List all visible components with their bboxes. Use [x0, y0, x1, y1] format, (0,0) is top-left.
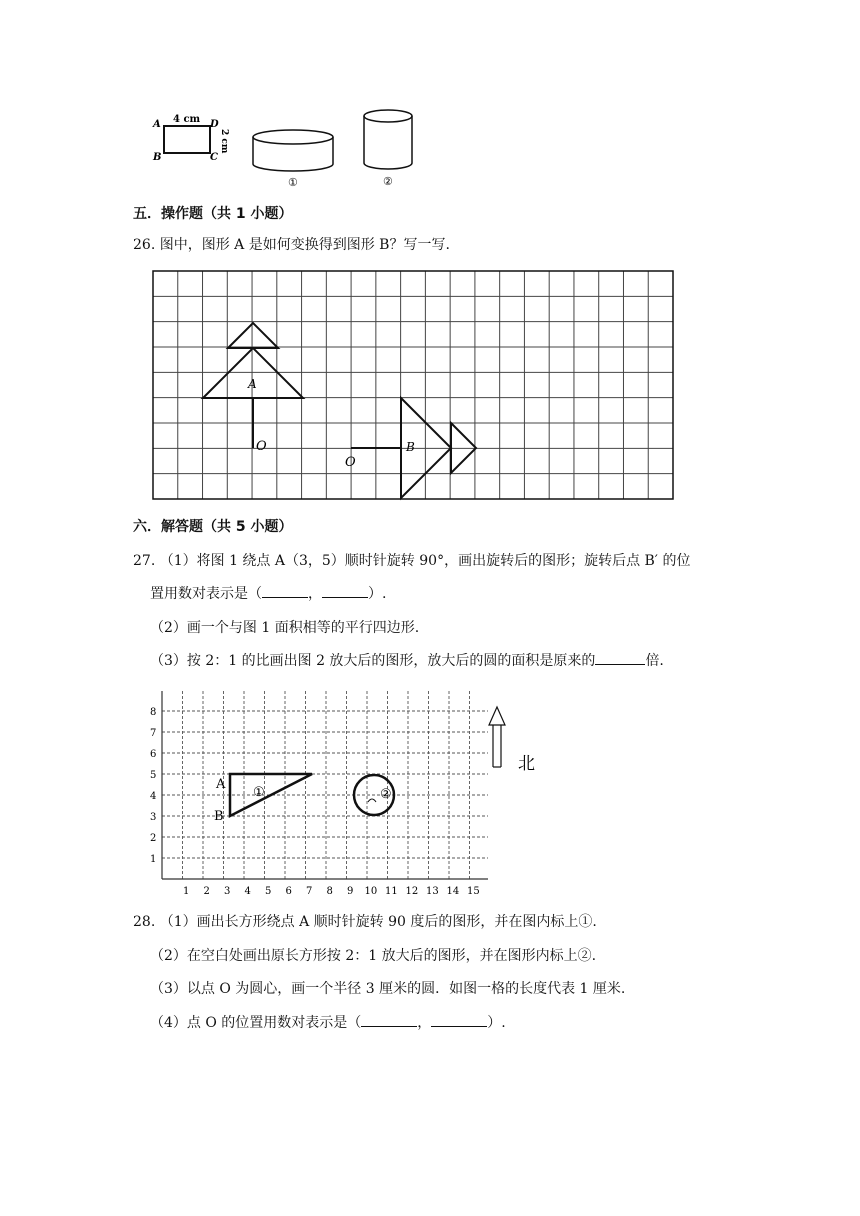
- q26-grid-lines: [153, 271, 673, 499]
- y-tick-label: 1: [150, 854, 157, 865]
- q27-number: 27.: [133, 553, 156, 569]
- y-tick-label: 5: [150, 770, 157, 781]
- cylinder-2: [364, 110, 412, 169]
- rect-label-d: D: [210, 119, 219, 130]
- north-arrow: [489, 707, 505, 767]
- x-tick-label: 3: [224, 886, 231, 897]
- q28-line2: （2）在空白处画出原长方形按 2：1 放大后的图形，并在图形内标上②.: [150, 948, 597, 964]
- rect-height-label: 2 cm: [219, 129, 229, 154]
- q28-line4-pre: （4）点 O 的位置用数对表示是（: [150, 1015, 362, 1031]
- section-6-heading: 六．解答题（共 5 小题）: [133, 519, 293, 535]
- q27-line3: （2）画一个与图 1 面积相等的平行四边形.: [150, 620, 420, 636]
- point-o-a-label: O: [256, 439, 267, 454]
- rect-label-b: B: [153, 152, 162, 163]
- q27-line4-post: 倍.: [645, 653, 664, 669]
- point-a-label: A: [216, 777, 226, 792]
- rect-label-c: C: [210, 152, 218, 163]
- y-tick-label: 6: [150, 749, 157, 760]
- x-tick-label: 15: [467, 886, 480, 897]
- q26-grid-figure: [150, 268, 678, 502]
- q27-line2: [150, 584, 386, 604]
- x-tick-label: 1: [183, 886, 190, 897]
- north-label: 北: [518, 754, 535, 774]
- x-tick-label: 6: [285, 886, 292, 897]
- x-tick-label: 5: [265, 886, 272, 897]
- q28-line1: [133, 912, 597, 932]
- q27-part1-text: （1）将图 1 绕点 A（3，5）顺时针旋转 90°，画出旋转后的图形；旋转后点 B′ 的位: [159, 553, 691, 569]
- section-5-heading: 五．操作题（共 1 小题）: [133, 206, 293, 222]
- figure-2-label: ②: [380, 787, 392, 802]
- q27-line4-pre: （3）按 2：1 的比画出图 2 放大后的图形，放大后的圆的面积是原来的: [150, 653, 596, 669]
- cylinder-1: [253, 130, 333, 171]
- q28-line3: （3）以点 O 为圆心，画一个半径 3 厘米的圆．如图一格的长度代表 1 厘米.: [150, 981, 626, 997]
- figure-a-label: A: [248, 377, 257, 391]
- q28-line4-post: ）.: [487, 1015, 506, 1031]
- q28-part1-text: （1）画出长方形绕点 A 顺时针旋转 90 度后的图形，并在图内标上①.: [159, 914, 597, 930]
- circle-center-mark: [368, 799, 376, 802]
- x-tick-label: 10: [364, 886, 378, 897]
- q27-grid-lines: [162, 691, 488, 879]
- x-tick-label: 2: [203, 886, 210, 897]
- q27-answer-blank-1[interactable]: [262, 597, 308, 598]
- x-tick-label: 13: [426, 886, 439, 897]
- x-tick-label: 12: [405, 886, 419, 897]
- q27-answer-blank-3[interactable]: [595, 664, 645, 665]
- figure-1-label: ①: [253, 785, 265, 800]
- y-tick-label: 8: [150, 707, 157, 718]
- rect-label-a: A: [153, 119, 161, 130]
- x-tick-label: 11: [385, 886, 398, 897]
- rectangle-abcd: [164, 126, 210, 153]
- q28-line4: [150, 1013, 506, 1033]
- q26-number: 26.: [133, 237, 156, 253]
- q27-line2-mid: ，: [308, 586, 322, 602]
- y-tick-label: 7: [150, 728, 157, 739]
- point-o-b-label: O: [345, 455, 356, 470]
- q28-line4-mid: ，: [417, 1015, 432, 1031]
- cylinder-1-label: ①: [288, 176, 298, 189]
- x-tick-label: 8: [326, 886, 333, 897]
- q28-number: 28.: [133, 914, 156, 930]
- top-figure: [140, 105, 440, 195]
- rect-width-label: 4 cm: [173, 114, 201, 125]
- y-tick-label: 3: [150, 812, 157, 823]
- q26-grid-border: [153, 271, 673, 499]
- q28-answer-blank-2[interactable]: [431, 1026, 487, 1027]
- q28-answer-blank-1[interactable]: [361, 1026, 417, 1027]
- x-tick-label: 14: [446, 886, 460, 897]
- point-b-label: B: [214, 809, 224, 824]
- q27-grid-figure: [140, 685, 540, 900]
- x-tick-label: 7: [306, 886, 313, 897]
- q27-line2-pre: 置用数对表示是（: [150, 586, 262, 602]
- q27-tick-labels: [150, 707, 480, 897]
- q26-text: [133, 235, 450, 255]
- cylinder-2-label: ②: [383, 175, 393, 188]
- y-tick-label: 2: [150, 833, 157, 844]
- q27-line2-post: ）.: [368, 586, 387, 602]
- y-tick-label: 4: [150, 791, 157, 802]
- q26-prompt: 图中，图形 A 是如何变换得到图形 B？写一写.: [159, 237, 450, 253]
- figure-b-label: B: [406, 440, 415, 454]
- q27-line1: [133, 551, 690, 571]
- x-tick-label: 4: [244, 886, 251, 897]
- q27-answer-blank-2[interactable]: [322, 597, 368, 598]
- q27-line4: [150, 651, 664, 671]
- x-tick-label: 9: [347, 886, 354, 897]
